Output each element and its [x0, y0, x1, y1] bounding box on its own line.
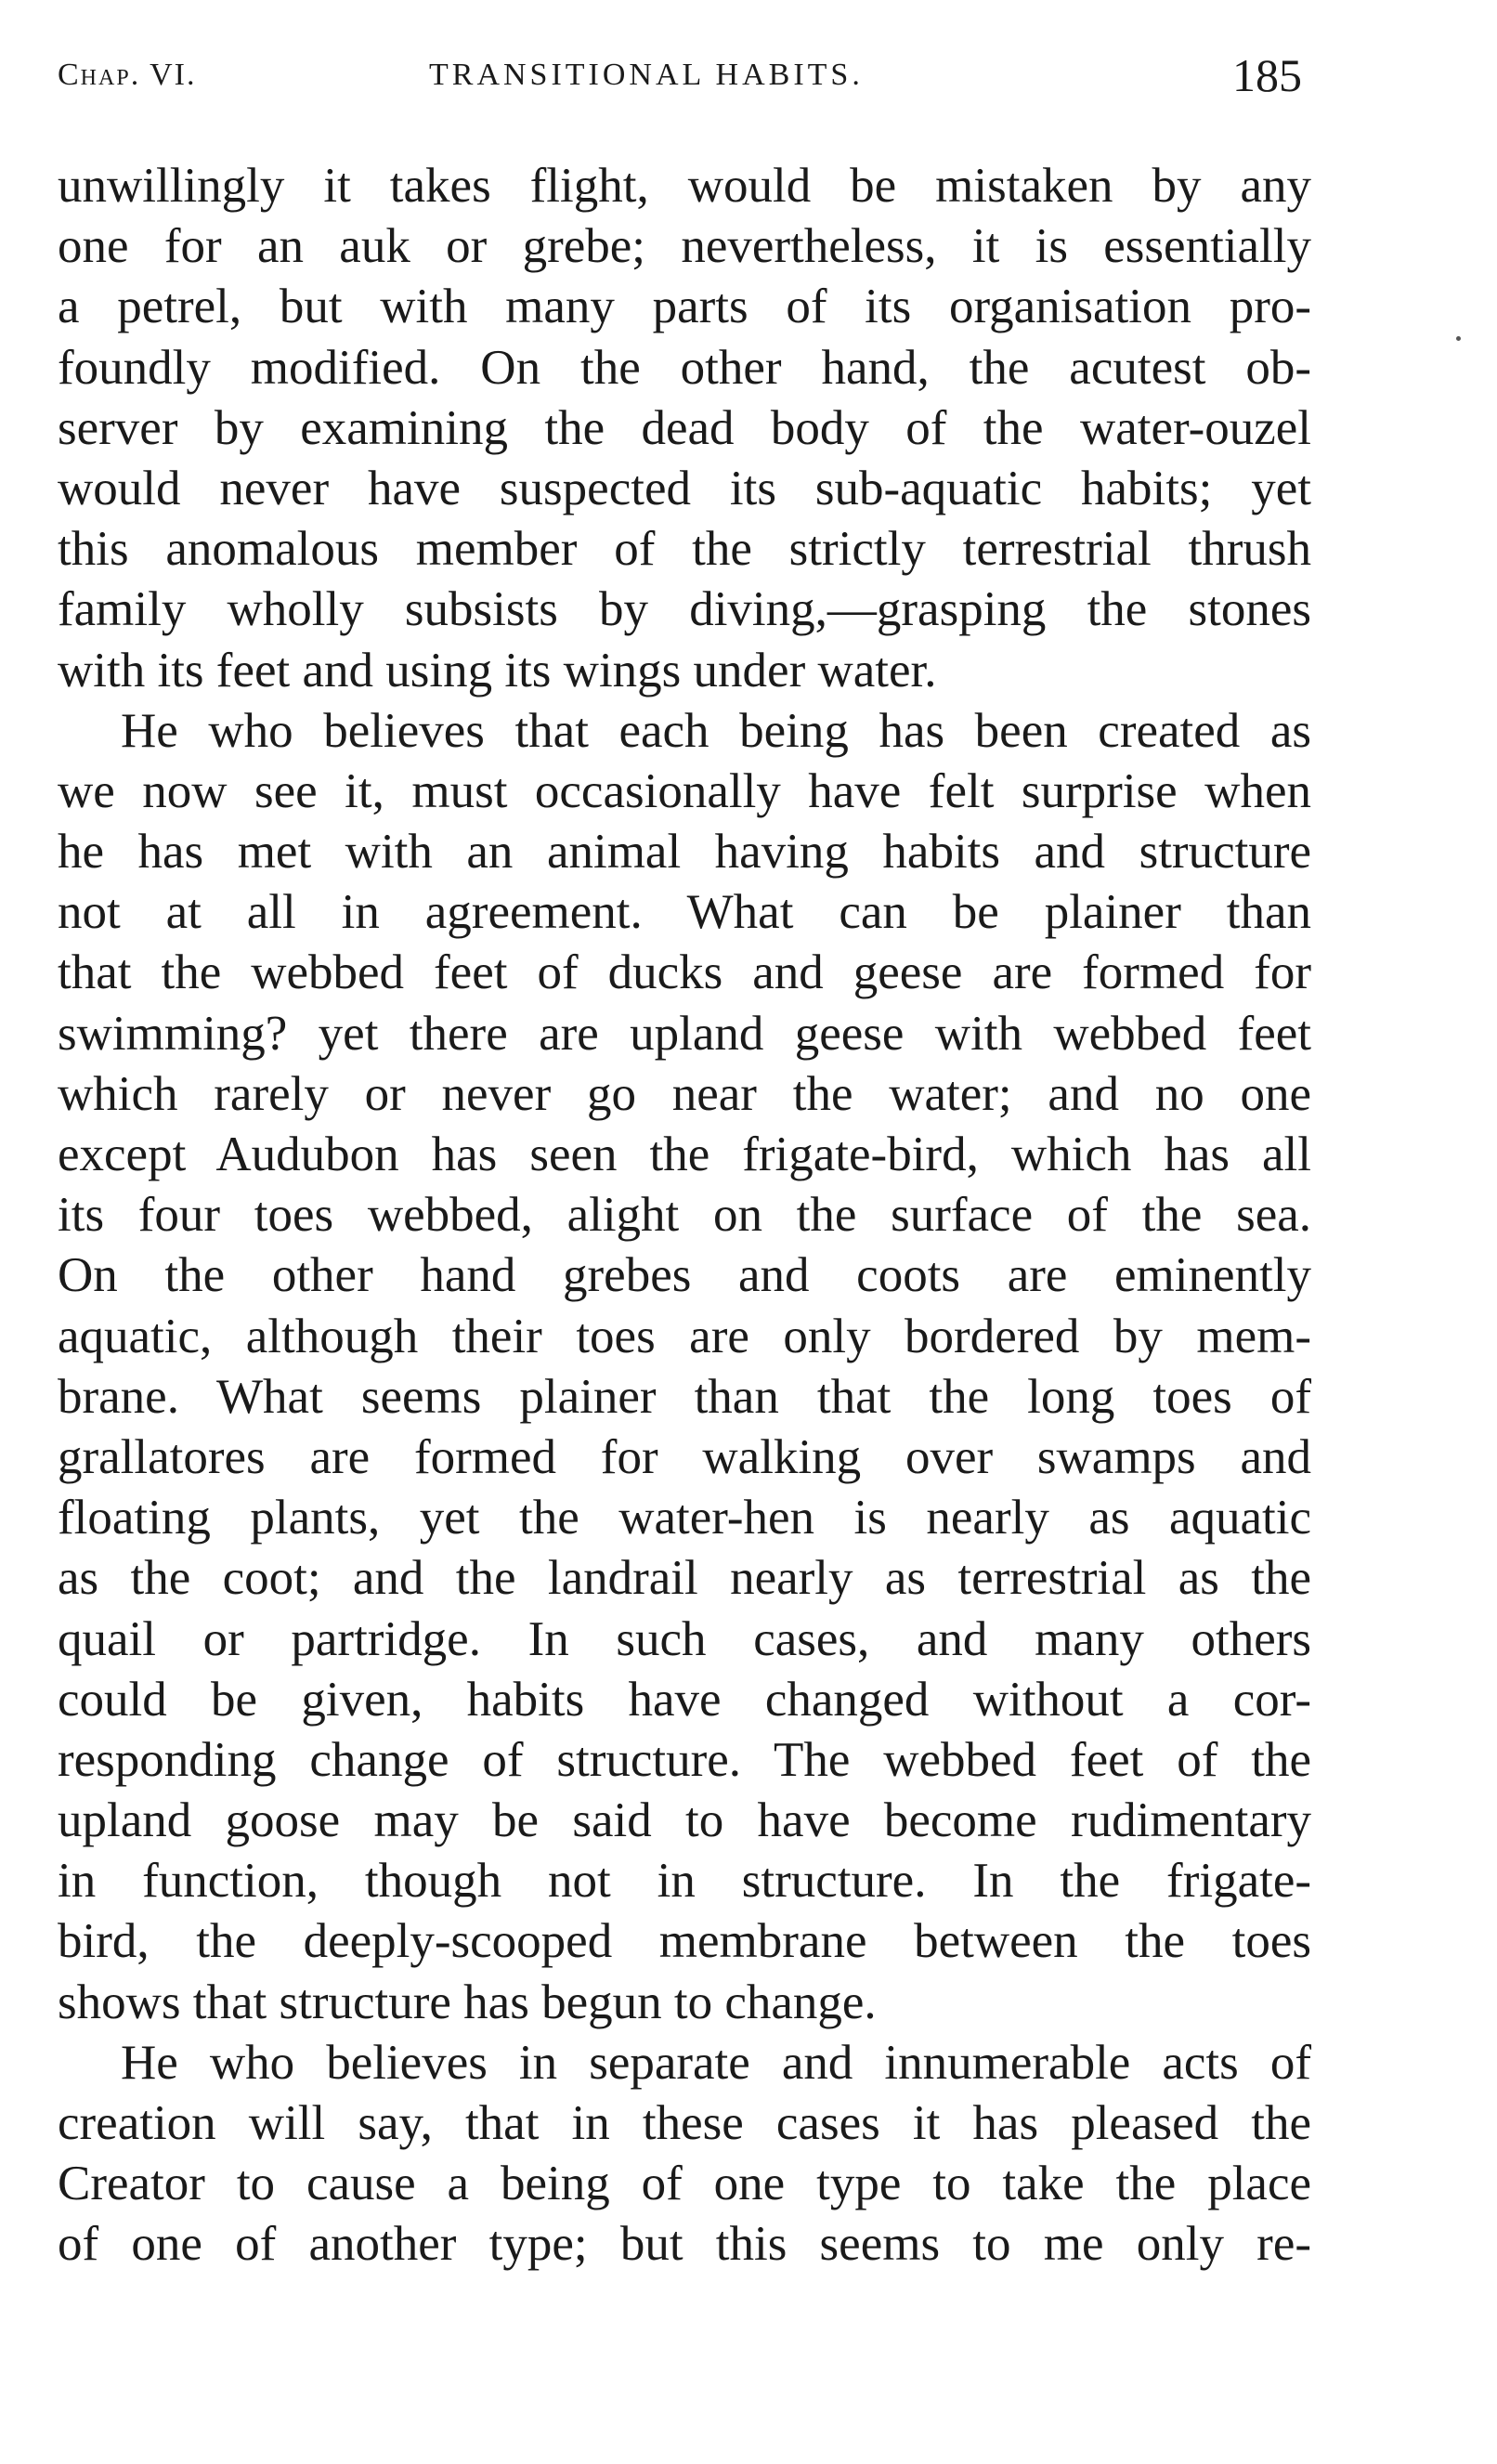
text-line: its four toes webbed, alight on the surface of the sea.	[58, 1188, 1311, 1243]
scan-speck	[1456, 336, 1461, 341]
text-line: grallatores are formed for walking over swamps and	[58, 1429, 1311, 1484]
text-line: this anomalous member of the strictly terrestrial thrush	[58, 522, 1311, 577]
text-line: bird, the deeply-scooped membrane between the toes	[58, 1914, 1311, 1969]
text-line: of one of another type; but this seems to me only re-	[58, 2217, 1311, 2272]
text-line: would never have suspected its sub-aquatic habits; yet	[58, 461, 1311, 515]
text-line: in function, though not in structure. In the frigate-	[58, 1854, 1311, 1909]
text-line: Creator to cause a being of one type to take the place	[58, 2157, 1311, 2211]
text-line: family wholly subsists by diving,—grasping the stones	[58, 582, 1311, 637]
text-line: he has met with an animal having habits and structure	[58, 825, 1311, 880]
text-line: upland goose may be said to have become rudimentary	[58, 1793, 1311, 1848]
text-line: responding change of structure. The webbed feet of the	[58, 1732, 1311, 1787]
text-line: could be given, habits have changed without a cor-	[58, 1672, 1311, 1727]
text-line: a petrel, but with many parts of its organisation pro-	[58, 280, 1311, 334]
running-title: TRANSITIONAL HABITS.	[429, 58, 864, 92]
text-line-paragraph-start: He who believes in separate and innumerable acts of	[121, 2035, 1311, 2090]
text-line: we now see it, must occasionally have felt surprise when	[58, 763, 1311, 818]
text-line: as the coot; and the landrail nearly as terrestrial as the	[58, 1551, 1311, 1606]
text-line: not at all in agreement. What can be plainer than	[58, 885, 1311, 940]
text-line: that the webbed feet of ducks and geese are formed for	[58, 945, 1311, 1000]
body-text	[58, 156, 1311, 2275]
page-number: 185	[1232, 49, 1302, 101]
text-line: swimming? yet there are upland geese with webbed feet	[58, 1006, 1311, 1061]
text-line: server by examining the dead body of the water-ouzel	[58, 400, 1311, 455]
text-line: On the other hand grebes and coots are eminently	[58, 1248, 1311, 1303]
text-line: except Audubon has seen the frigate-bird, which has all	[58, 1128, 1311, 1181]
text-line: foundly modified. On the other hand, the acutest ob-	[58, 340, 1311, 395]
text-line: quail or partridge. In such cases, and many others	[58, 1611, 1311, 1666]
text-line: brane. What seems plainer than that the long toes of	[58, 1369, 1311, 1424]
text-line: which rarely or never go near the water; and no one	[58, 1066, 1311, 1121]
text-line: aquatic, although their toes are only bordered by mem-	[58, 1309, 1311, 1363]
chapter-label: Chap. VI.	[58, 58, 197, 92]
text-line-paragraph-start: He who believes that each being has been created as	[121, 703, 1311, 758]
page-header	[58, 48, 1302, 113]
text-line-paragraph-end: with its feet and using its wings under water.	[58, 643, 937, 697]
text-line: creation will say, that in these cases it has pleased the	[58, 2096, 1311, 2150]
text-line: floating plants, yet the water-hen is nearly as aquatic	[58, 1491, 1311, 1545]
text-line: one for an auk or grebe; nevertheless, it is essentially	[58, 219, 1311, 274]
text-line: unwillingly it takes flight, would be mistaken by any	[58, 159, 1311, 213]
text-line-paragraph-end: shows that structure has begun to change.	[58, 1975, 877, 2029]
